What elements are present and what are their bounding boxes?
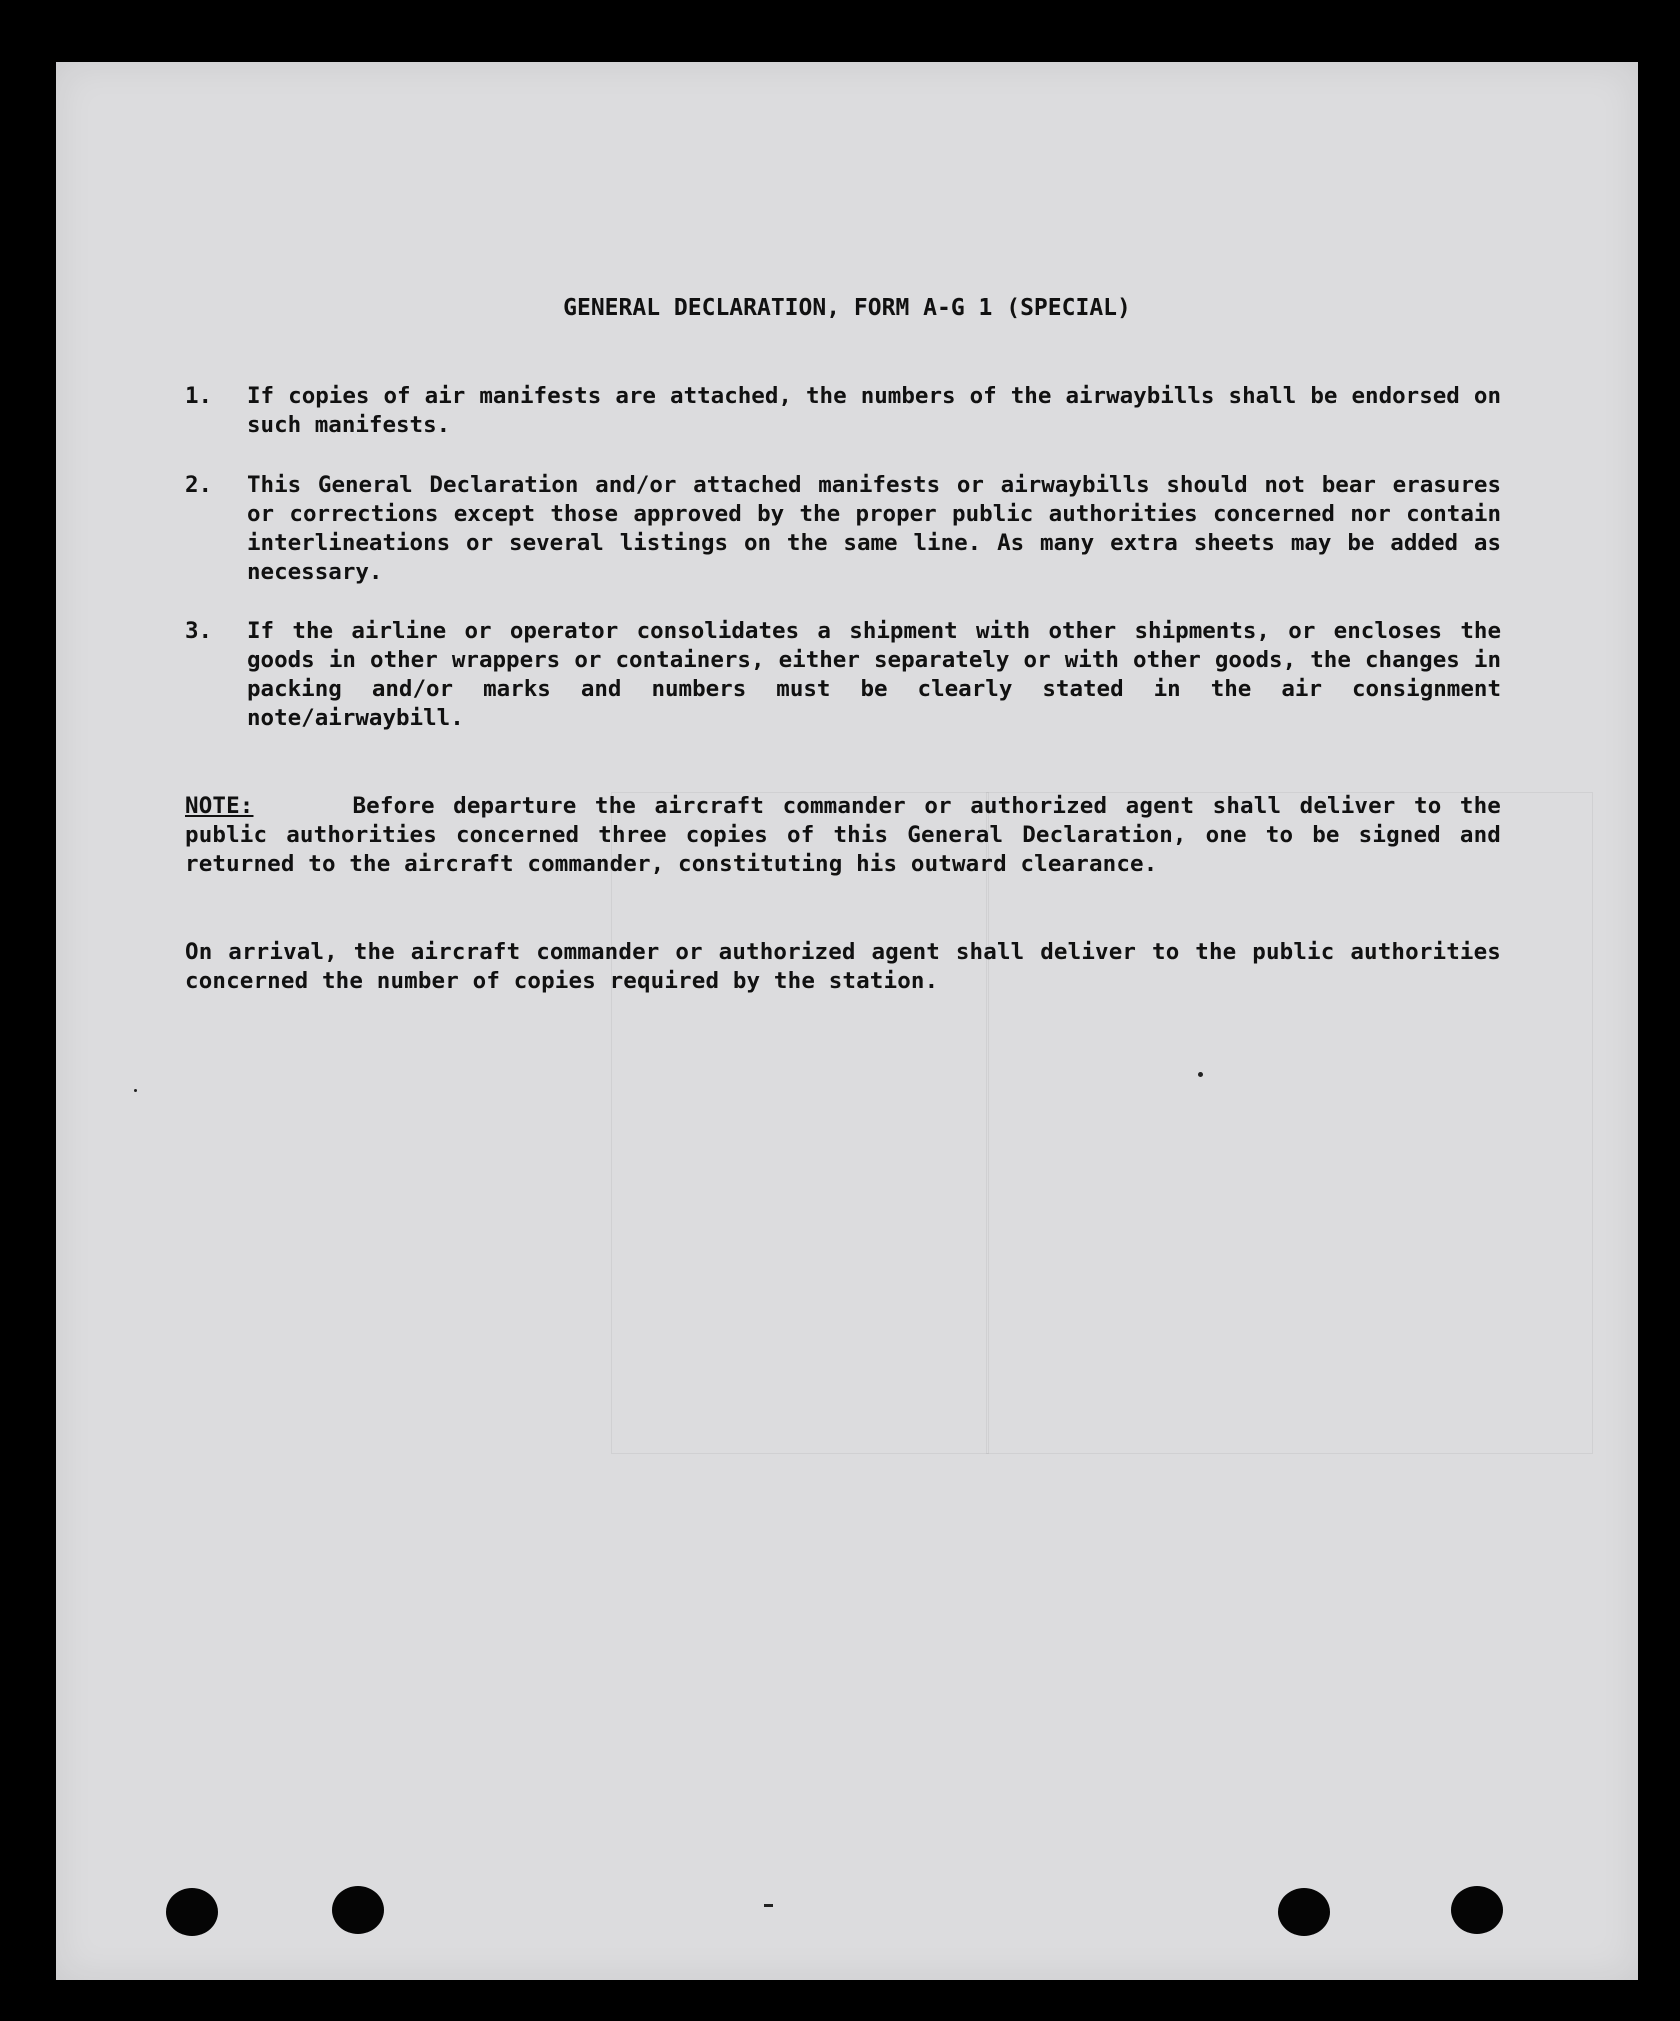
list-item-number: 2. [185,472,213,498]
list-item-number: 1. [185,383,213,409]
list-item [185,471,1501,587]
document-page [56,62,1638,1980]
note-text: Before departure the aircraft commander or authorized agent shall deliver to the public authorities concerned three copies of this General Declaration, one to be signed and returned to the aircraft commander, constituting his outward clearance. [185,793,1501,877]
scan-speck [764,1904,773,1907]
scan-speck [1198,1072,1203,1077]
punch-hole [1278,1888,1330,1936]
punch-hole [332,1886,384,1934]
note-heading: NOTE: [185,793,254,819]
scan-speck [134,1089,137,1092]
arrival-text: On arrival, the aircraft commander or authorized agent shall deliver to the public authorities concerned the number of copies required by the station. [185,939,1501,994]
list-item-text: If the airline or operator consolidates a shipment with other shipments, or encloses the goods in other wrappers or containers, either separately or with other goods, the changes in packing and/or marks and numbers must be clearly stated in the air consignment note/airwaybill. [247,618,1501,731]
list-item-text: This General Declaration and/or attached manifests or airwaybills should not bear erasures or corrections except those approved by the proper public authorities concerned nor contain interlineations or several listings on the same line. As many extra sheets may be added as necessary. [247,472,1501,585]
document-title: GENERAL DECLARATION, FORM A-G 1 (SPECIAL) [563,295,1131,321]
bleed-through-table [611,792,1593,1454]
list-item-text: If copies of air manifests are attached, the numbers of the airwaybills shall be endorsed on such manifests. [247,383,1501,438]
arrival-paragraph [185,938,1501,996]
note-paragraph [185,792,1501,879]
bleed-through-column [986,792,989,1454]
list-item-number: 3. [185,618,213,644]
punch-hole [166,1888,218,1936]
list-item [185,617,1501,733]
punch-hole [1451,1886,1503,1934]
list-item [185,382,1501,440]
